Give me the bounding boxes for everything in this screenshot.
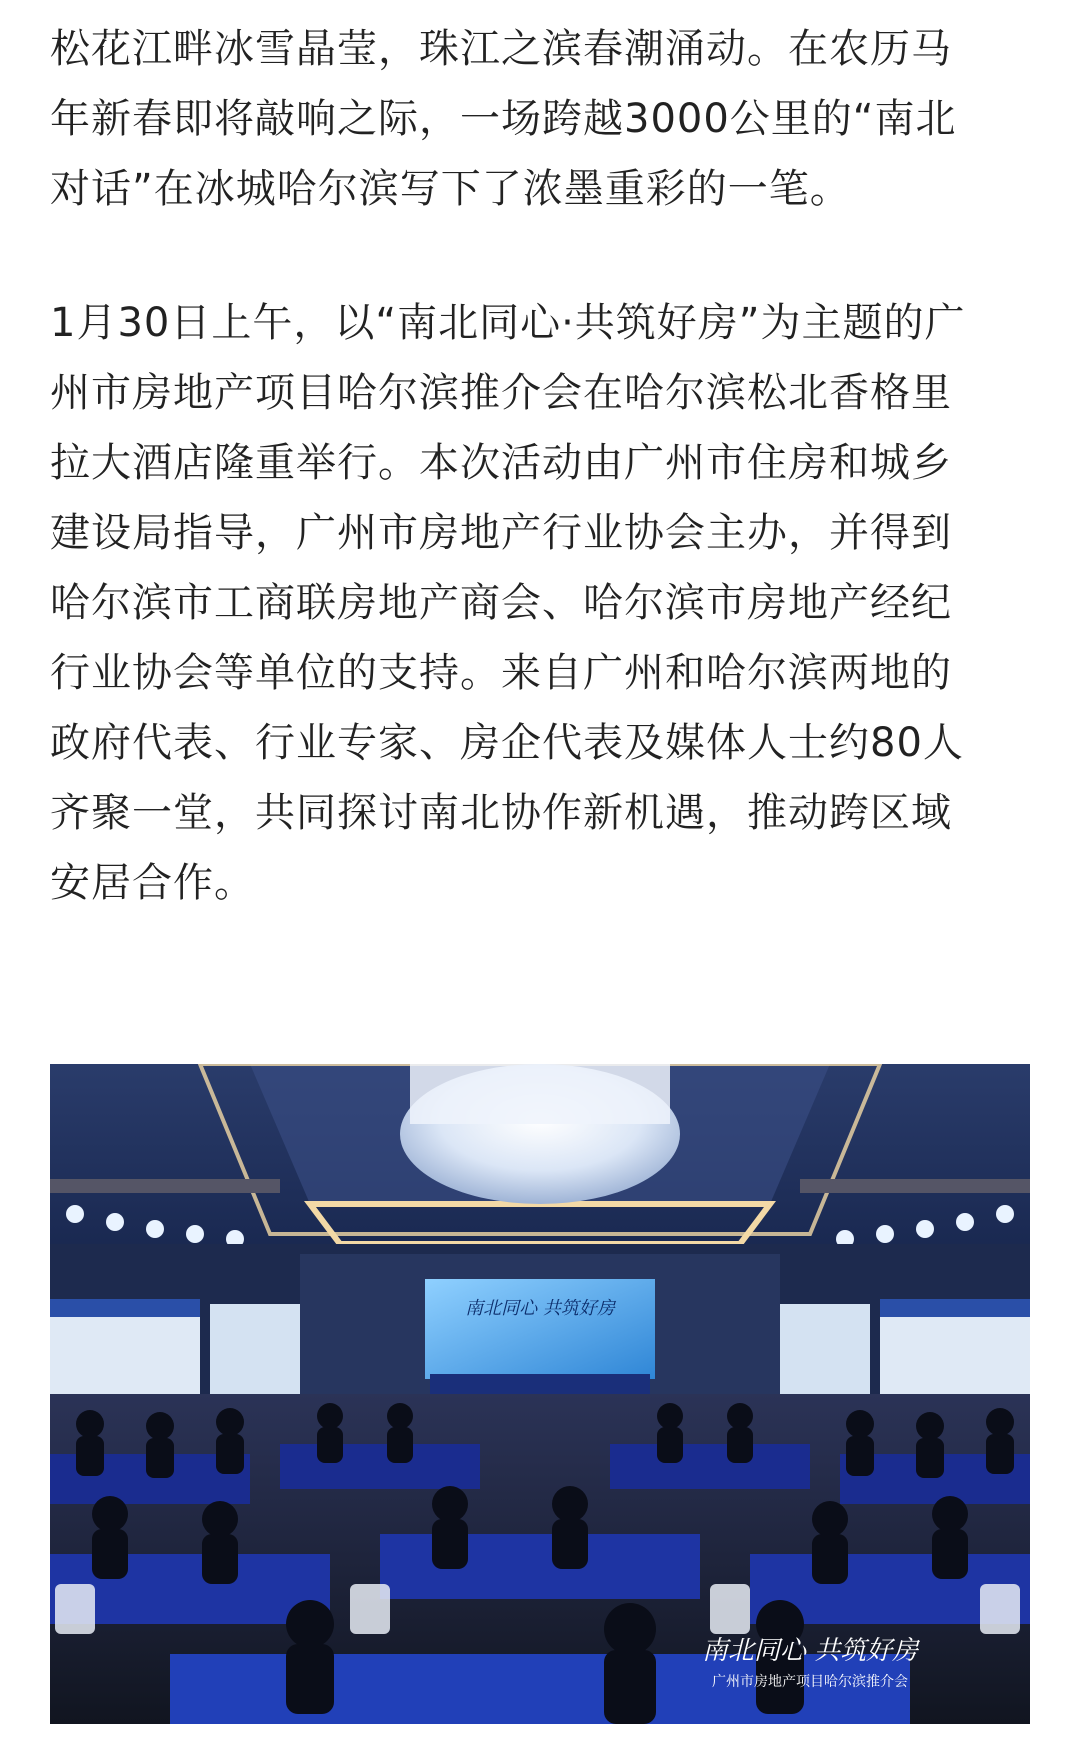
text-line: 齐聚一堂，共同探讨南北协作新机遇，推动跨区域: [50, 790, 952, 836]
text-line: 哈尔滨市工商联房地产商会、哈尔滨市房地产经纪: [50, 580, 952, 626]
text-line: 松花江畔冰雪晶莹，珠江之滨春潮涌动。在农历马: [50, 26, 952, 72]
stage-banner-title: 南北同心 共筑好房: [465, 1298, 615, 1319]
text-line: 政府代表、行业专家、房企代表及媒体人士约80人: [50, 720, 964, 766]
article-body: [50, 14, 1030, 918]
stage-screen: [425, 1279, 655, 1379]
watermark-subtitle: 广州市房地产项目哈尔滨推介会: [712, 1674, 908, 1690]
watermark-title: 南北同心 共筑好房: [701, 1636, 919, 1666]
text-line: 年新春即将敲响之际，一场跨越3000公里的“南北: [50, 96, 957, 142]
text-line: 建设局指导，广州市房地产行业协会主办，并得到: [50, 510, 952, 556]
text-line: 1月30日上午，以“南北同心·共筑好房”为主题的广: [50, 300, 966, 346]
paragraph-event: [50, 288, 1030, 918]
paragraph-intro: [50, 14, 1030, 224]
stage-platform: [430, 1374, 650, 1394]
event-photo-illustration: [50, 1064, 1030, 1724]
text-line: 行业协会等单位的支持。来自广州和哈尔滨两地的: [50, 650, 952, 696]
text-line: 州市房地产项目哈尔滨推介会在哈尔滨松北香格里: [50, 370, 952, 416]
text-line: 安居合作。: [50, 860, 255, 906]
chandelier-top: [410, 1064, 670, 1124]
text-line: 拉大酒店隆重举行。本次活动由广州市住房和城乡: [50, 440, 952, 486]
text-line: 对话”在冰城哈尔滨写下了浓墨重彩的一笔。: [50, 166, 851, 212]
event-photo[interactable]: [50, 1064, 1030, 1724]
